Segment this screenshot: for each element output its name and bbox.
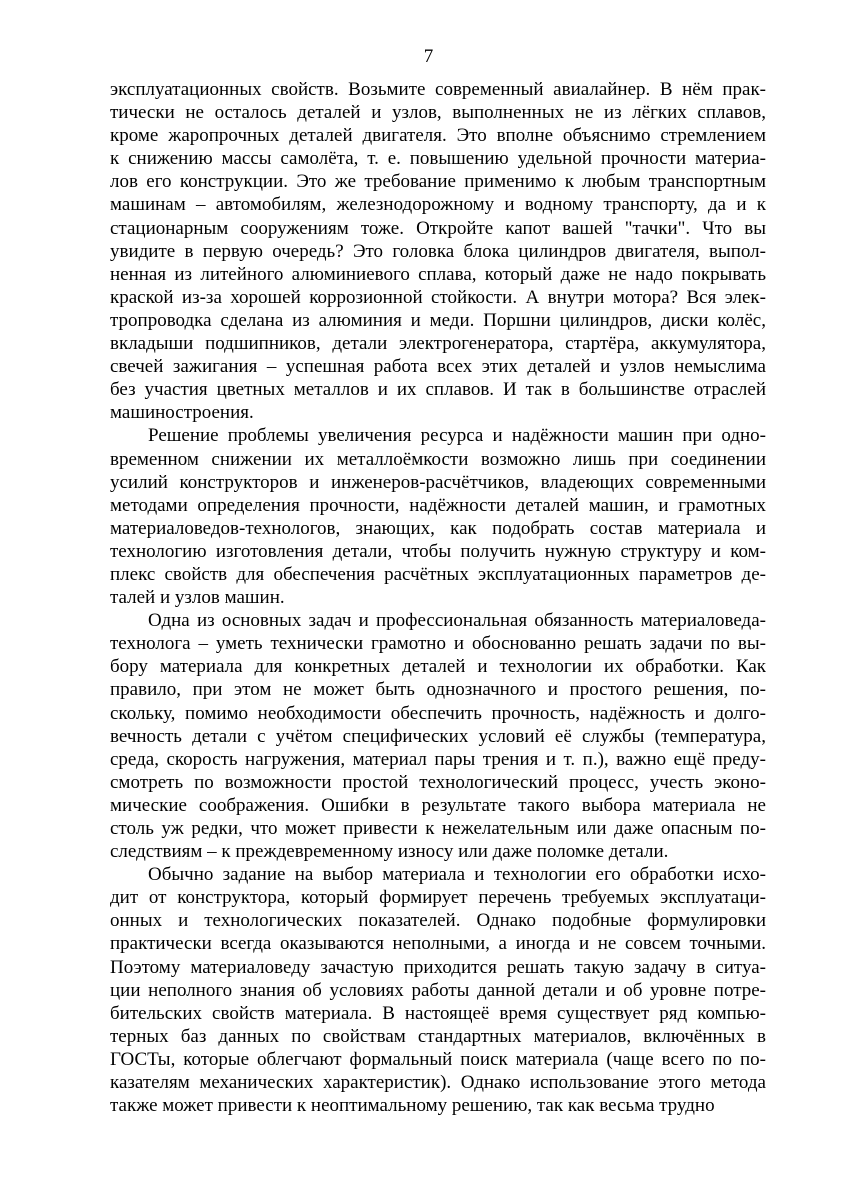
text-line: правило, при этом не может быть однозначного и простого решения, по- (110, 679, 766, 701)
text-line: ненная из литейного алюминиевого сплава, который даже не надо покрывать (110, 263, 766, 285)
text-line: онных и технологических показателей. Однако подобные формулировки (110, 910, 766, 932)
text-line: столь уж редки, что может привести к нежелательным или даже опасным по- (110, 818, 766, 839)
text-line: плекс свойств для обеспечения расчётных эксплуатационных параметров де- (110, 563, 766, 585)
text-line: стационарным сооружениям тоже. Откройте капот вашей "тачки". Что вы (110, 217, 766, 239)
text-line: машинам – автомобилям, железнодорожному и водному транспорту, да и к (110, 194, 766, 216)
body-text (110, 78, 766, 1117)
paragraph (110, 78, 766, 424)
text-line: ции неполного знания об условиях работы данной детали и об уровне потре- (110, 979, 766, 1001)
text-line: кроме жаропрочных деталей двигателя. Это вполне объяснимо стремлением (110, 125, 766, 147)
text-line: к снижению массы самолёта, т. е. повышению удельной прочности материа- (110, 148, 766, 170)
text-line: казателям механических характеристик). Однако использование этого метода (110, 1072, 766, 1094)
paragraph (110, 863, 766, 1117)
text-line: ГОСТы, которые облегчают формальный поиск материала (чаще всего по по- (110, 1048, 766, 1070)
text-line: терных баз данных по свойствам стандартных материалов, включённых в (110, 1025, 766, 1047)
text-line: практически всегда оказываются неполными, а иногда и не совсем точными. (110, 933, 766, 955)
text-line: тически не осталось деталей и узлов, выполненных не из лёгких сплавов, (110, 102, 766, 124)
text-line: Одна из основных задач и профессиональная обязанность материаловеда- (148, 610, 766, 632)
text-line: свечей зажигания – успешная работа всех этих деталей и узлов немыслима (110, 356, 766, 378)
text-line: временном снижении их металлоёмкости возможно лишь при соединении (110, 448, 766, 470)
text-line: тропроводка сделана из алюминия и меди. Поршни цилиндров, диски колёс, (110, 309, 766, 331)
paragraph (110, 424, 766, 609)
text-line: следствиям – к преждевременному износу или даже поломке детали. (110, 841, 669, 863)
text-line: краской из-за хорошей коррозионной стойкости. А внутри мотора? Вся элек- (110, 286, 766, 308)
text-line: бительских свойств материала. В настоящеё время существует ряд компью- (110, 1002, 766, 1024)
text-line: вечность детали с учётом специфических условий её службы (температура, (110, 725, 766, 747)
text-line: увидите в первую очередь? Это головка блока цилиндров двигателя, выпол- (110, 240, 766, 262)
text-line: машиностроения. (110, 402, 254, 424)
text-line: бору материала для конкретных деталей и технологии их обработки. Как (110, 656, 766, 678)
text-line: Решение проблемы увеличения ресурса и надёжности машин при одно- (148, 425, 766, 447)
text-line: среда, скорость нагружения, материал пары трения и т. п.), важно ещё преду- (110, 748, 766, 770)
text-line: лов его конструкции. Это же требование применимо к любым транспортным (110, 171, 766, 193)
text-line: вкладыши подшипников, детали электрогенератора, стартёра, аккумулятора, (110, 333, 766, 355)
text-line: Обычно задание на выбор материала и технологии его обработки исхо- (148, 864, 766, 886)
paragraph (110, 609, 766, 863)
text-line: технологию изготовления детали, чтобы получить нужную структуру и ком- (110, 540, 766, 562)
text-line: дит от конструктора, который формирует перечень требуемых эксплуатаци- (110, 887, 766, 909)
text-line: Поэтому материаловеду зачастую приходится решать такую задачу в ситуа- (110, 956, 766, 978)
text-line: технолога – уметь технически грамотно и обоснованно решать задачи по вы- (110, 633, 766, 655)
text-line: усилий конструкторов и инженеров-расчётчиков, владеющих современными (110, 471, 766, 493)
text-line: без участия цветных металлов и их сплавов. И так в большинстве отраслей (110, 379, 766, 401)
text-line: материаловедов-технологов, знающих, как подобрать состав материала и (110, 517, 766, 539)
text-line: смотреть по возможности простой технологический процесс, учесть эконо- (110, 771, 766, 793)
text-line: также может привести к неоптимальному решению, так как весьма трудно (110, 1095, 715, 1117)
text-line: методами определения прочности, надёжности деталей машин, и грамотных (110, 494, 766, 516)
text-line: эксплуатационных свойств. Возьмите современный авиалайнер. В нём прак- (110, 79, 766, 100)
text-line: скольку, помимо необходимости обеспечить прочность, надёжность и долго- (110, 702, 766, 724)
text-line: мические соображения. Ошибки в результате такого выбора материала не (110, 794, 766, 816)
text-line: талей и узлов машин. (110, 587, 285, 609)
page-number: 7 (423, 46, 434, 67)
